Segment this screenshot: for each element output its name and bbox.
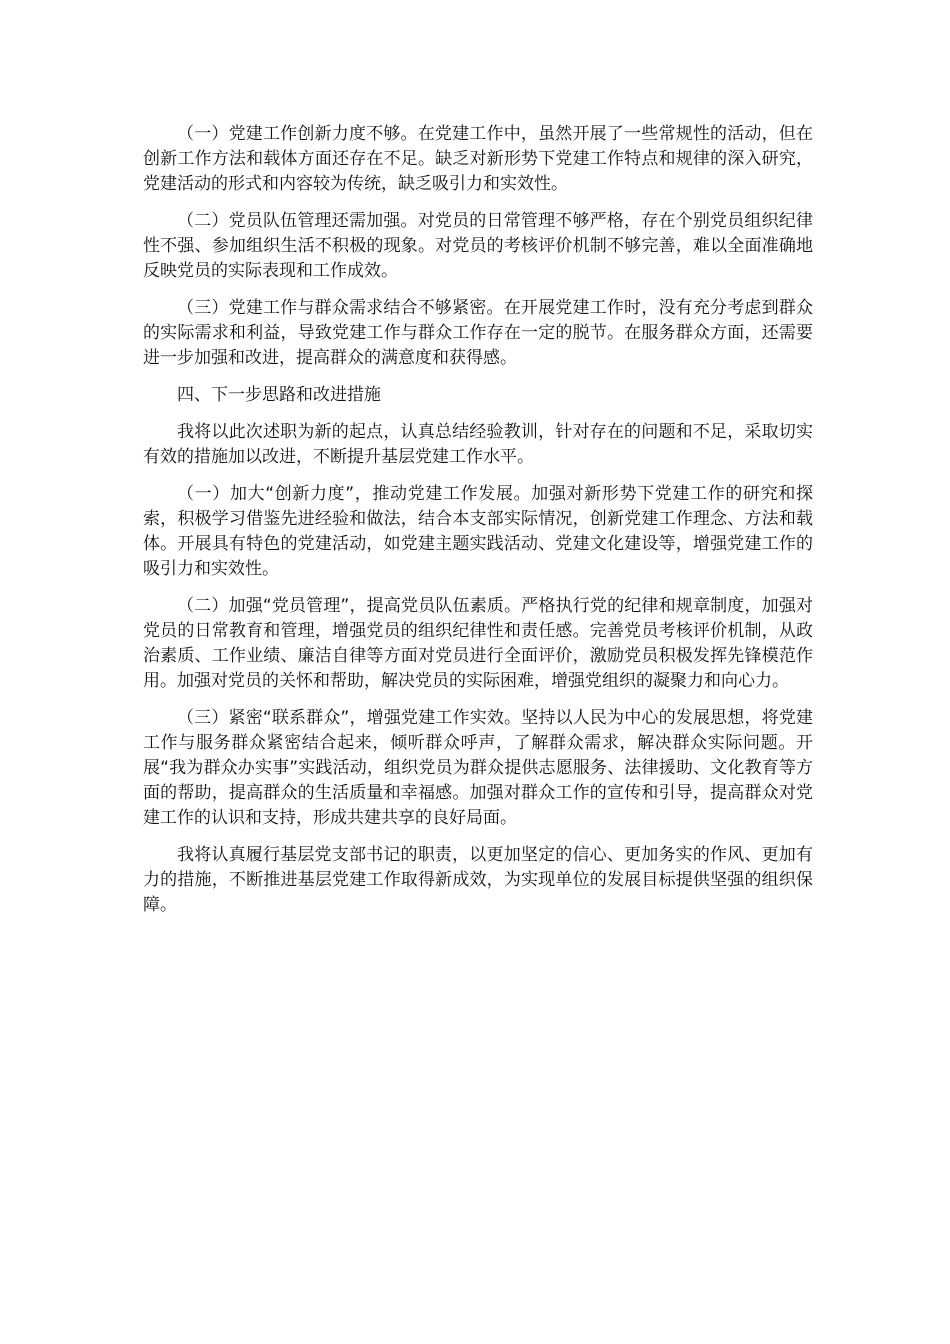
- paragraph-measure-member-management: （二）加强“党员管理”，提高党员队伍素质。严格执行党的纪律和规章制度，加强对党员的日常教育和管理，增强党员的组织纪律性和责任感。完善党员考核评价机制，从政治素质、工作业绩、廉洁自律等方面对党员进行全面评价，激励党员积极发挥先锋模范作用。加强对党员的关怀和帮助，解决党员的实际困难，增强党组织的凝聚力和向心力。: [143, 596, 813, 691]
- paragraph-measure-mass-connection: （三）紧密“联系群众”，增强党建工作实效。坚持以人民为中心的发展思想，将党建工作与服务群众紧密结合起来，倾听群众呼声，了解群众需求，解决群众实际问题。开展“我为群众办实事”实践活动，组织党员为群众提供志愿服务、法律援助、文化教育等方面的帮助，提高群众的生活质量和幸福感。加强对群众工作的宣传和引导，提高群众对党建工作的认识和支持，形成共建共享的良好局面。: [143, 708, 813, 828]
- paragraph-innovation-problem: （一）党建工作创新力度不够。在党建工作中，虽然开展了一些常规性的活动，但在创新工作方法和载体方面还存在不足。缺乏对新形势下党建工作特点和规律的深入研究，党建活动的形式和内容较为传统，缺乏吸引力和实效性。: [143, 124, 813, 194]
- section-heading-next-steps: 四、下一步思路和改进措施: [177, 385, 381, 405]
- paragraph-next-steps-intro: 我将以此次述职为新的起点，认真总结经验教训，针对存在的问题和不足，采取切实有效的措施加以改进，不断提升基层党建工作水平。: [143, 422, 813, 467]
- paragraph-member-management-problem: （二）党员队伍管理还需加强。对党员的日常管理不够严格，存在个别党员组织纪律性不强、参加组织生活不积极的现象。对党员的考核评价机制不够完善，难以全面准确地反映党员的实际表现和工作成效。: [143, 211, 813, 281]
- paragraph-mass-needs-problem: （三）党建工作与群众需求结合不够紧密。在开展党建工作时，没有充分考虑到群众的实际需求和利益，导致党建工作与群众工作存在一定的脱节。在服务群众方面，还需要进一步加强和改进，提高群众的满意度和获得感。: [143, 298, 813, 368]
- paragraph-conclusion: 我将认真履行基层党支部书记的职责，以更加坚定的信心、更加务实的作风、更加有力的措施，不断推进基层党建工作取得新成效，为实现单位的发展目标提供坚强的组织保障。: [143, 845, 813, 915]
- document-body: [143, 122, 813, 930]
- paragraph-measure-innovation: （一）加大“创新力度”，推动党建工作发展。加强对新形势下党建工作的研究和探索，积极学习借鉴先进经验和做法，结合本支部实际情况，创新党建工作理念、方法和载体。开展具有特色的党建活动，如党建主题实践活动、党建文化建设等，增强党建工作的吸引力和实效性。: [143, 484, 813, 579]
